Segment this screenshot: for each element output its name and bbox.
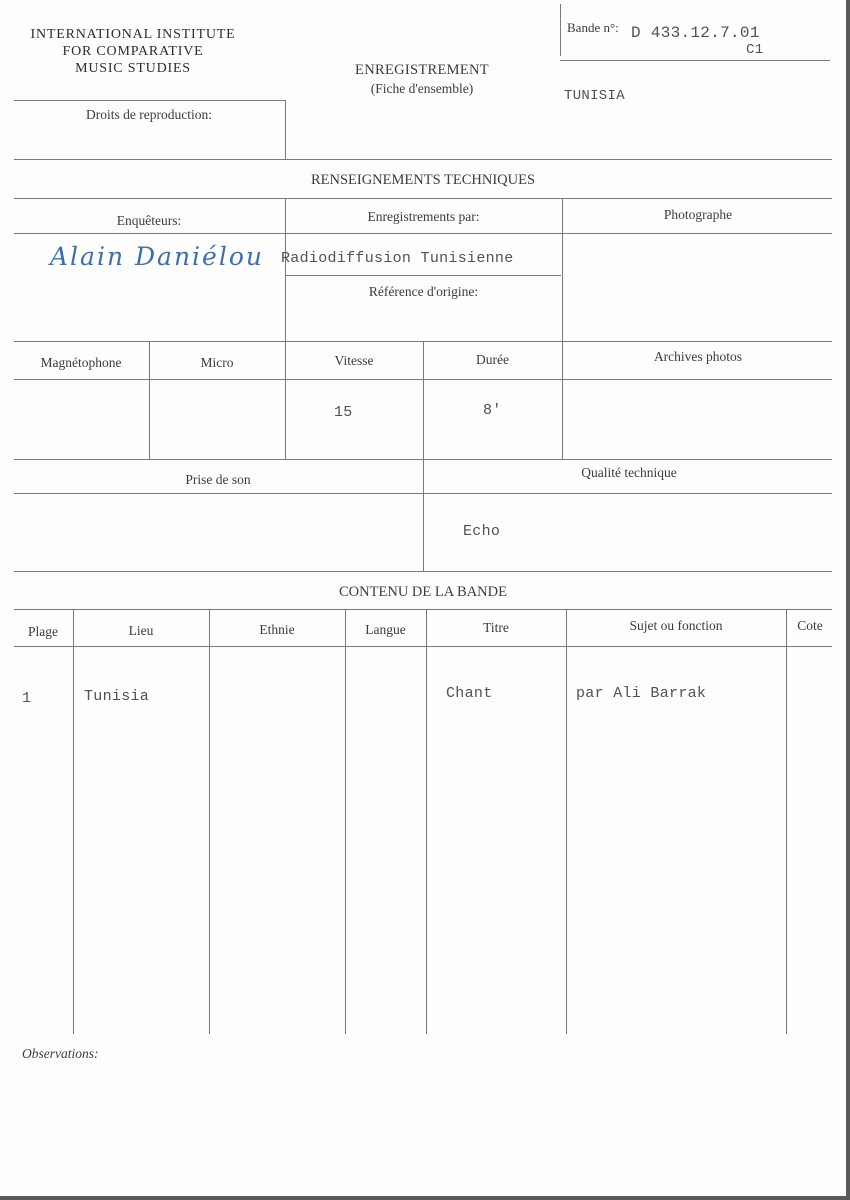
column-lieu: Lieu: [128, 623, 154, 638]
micro-label: Micro: [200, 355, 234, 370]
form-subtitle: (Fiche d'ensemble): [370, 81, 474, 96]
bande-number: D 433.12.7.01: [631, 24, 760, 42]
enregistrements-label: Enregistrements par:: [367, 209, 480, 224]
duree-value: 8': [483, 402, 502, 419]
enqueteurs-label: Enquêteurs:: [116, 213, 182, 228]
institute-name: [8, 26, 258, 77]
vitesse-label: Vitesse: [334, 353, 374, 368]
photographe-label: Photographe: [663, 207, 733, 222]
column-langue: Langue: [365, 622, 406, 637]
technical-section-title: RENSEIGNEMENTS TECHNIQUES: [310, 172, 536, 188]
column-titre: Titre: [483, 620, 509, 635]
observations-label: Observations:: [22, 1046, 99, 1061]
vitesse-value: 15: [334, 404, 353, 421]
column-sujet: Sujet ou fonction: [629, 618, 723, 633]
row-plage: 1: [22, 690, 32, 707]
country-value: TUNISIA: [564, 88, 625, 104]
institute-line-1: INTERNATIONAL INSTITUTE: [30, 27, 236, 42]
bande-suffix: C1: [746, 42, 764, 58]
row-titre: Chant: [446, 685, 493, 702]
bande-label: Bande n°:: [567, 20, 619, 35]
qualite-value: Echo: [463, 523, 501, 540]
column-cote: Cote: [797, 618, 823, 633]
enqueteur-signature: Alain Daniélou: [50, 242, 264, 271]
row-sujet: par Ali Barrak: [576, 685, 707, 702]
column-plage: Plage: [28, 624, 58, 639]
magnetophone-label: Magnétophone: [40, 355, 122, 370]
archives-label: Archives photos: [653, 349, 743, 364]
prise-label: Prise de son: [185, 472, 251, 487]
row-lieu: Tunisia: [84, 688, 150, 705]
institute-line-2: FOR COMPARATIVE: [62, 44, 204, 59]
droits-label: Droits de reproduction:: [86, 107, 212, 122]
contenu-section-title: CONTENU DE LA BANDE: [339, 584, 507, 600]
form-title: ENREGISTREMENT: [355, 62, 489, 78]
institute-line-3: MUSIC STUDIES: [75, 61, 191, 76]
enregistrement-value: Radiodiffusion Tunisienne: [281, 250, 514, 267]
qualite-label: Qualité technique: [581, 465, 677, 480]
column-ethnie: Ethnie: [259, 622, 295, 637]
reference-label: Référence d'origine:: [368, 284, 479, 299]
duree-label: Durée: [476, 352, 509, 367]
